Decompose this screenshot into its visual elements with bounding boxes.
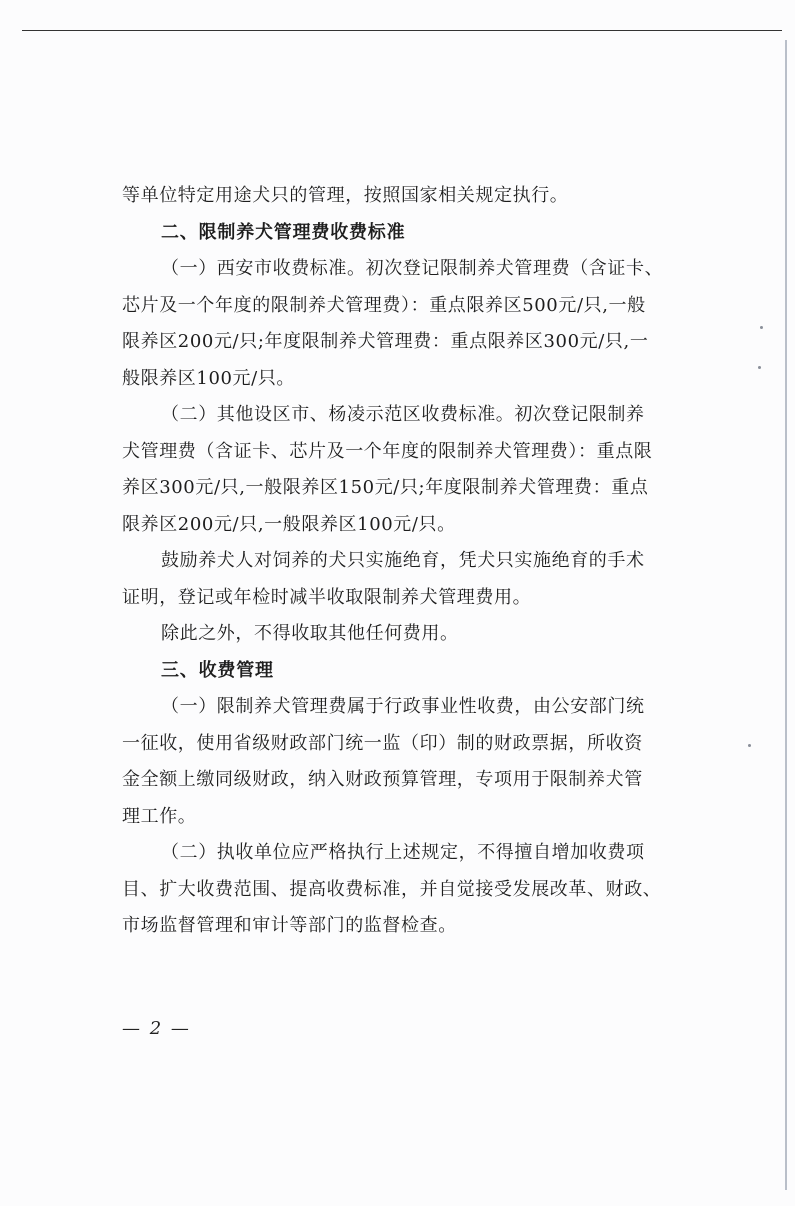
text-line: 鼓励养犬人对饲养的犬只实施绝育，凭犬只实施绝育的手术: [161, 550, 645, 571]
text-line: （一）西安市收费标准。初次登记限制养犬管理费（含证卡、: [161, 258, 664, 279]
text-line: 金全额上缴同级财政，纳入财政预算管理，专项用于限制养犬管: [122, 769, 643, 790]
text-line: 理工作。: [122, 805, 197, 827]
top-rule: [22, 30, 782, 31]
text-line: 限养区200元/只;年度限制养犬管理费：重点限养区300元/只,一: [122, 331, 649, 352]
paragraph: [122, 178, 687, 215]
page-number: — 2 —: [122, 1018, 191, 1039]
text-line: 等单位特定用途犬只的管理，按照国家相关规定执行。: [122, 185, 569, 206]
scan-speck: [758, 366, 761, 369]
text-line: （一）限制养犬管理费属于行政事业性收费，由公安部门统: [161, 696, 645, 717]
text-line: 芯片及一个年度的限制养犬管理费）：重点限养区500元/只,一般: [122, 294, 646, 316]
text-line: 市场监督管理和审计等部门的监督检查。: [122, 915, 457, 936]
text-line: 证明，登记或年检时减半收取限制养犬管理费用。: [122, 586, 532, 608]
text-line: 犬管理费（含证卡、芯片及一个年度的限制养犬管理费）：重点限: [122, 440, 653, 462]
paragraph: [122, 835, 687, 945]
text-line: 限养区200元/只,一般限养区100元/只。: [122, 513, 456, 535]
text-line: 目、扩大收费范围、提高收费标准，并自觉接受发展改革、财政、: [122, 878, 662, 900]
text-line: 一征收，使用省级财政部门统一监（印）制的财政票据，所收资: [122, 732, 643, 754]
text-line: 般限养区100元/只。: [122, 367, 296, 389]
paragraph: [122, 543, 687, 616]
text-line: 三、收费管理: [161, 659, 274, 681]
text-line: 养区300元/只,一般限养区150元/只;年度限制养犬管理费：重点: [122, 477, 649, 498]
scan-speck: [748, 744, 751, 747]
page-edge-shadow: [785, 40, 787, 1190]
paragraph: [122, 616, 687, 653]
text-line: 除此之外，不得收取其他任何费用。: [161, 623, 459, 644]
scan-speck: [760, 326, 763, 329]
text-line: （二）执收单位应严格执行上述规定，不得擅自增加收费项: [161, 842, 645, 863]
text-line: （二）其他设区市、杨凌示范区收费标准。初次登记限制养: [161, 404, 645, 425]
document-body: [122, 178, 687, 945]
paragraph: [122, 689, 687, 835]
section-heading: [122, 215, 687, 252]
paragraph: [122, 397, 687, 543]
paragraph: [122, 251, 687, 397]
section-heading: [122, 653, 687, 690]
text-line: 二、限制养犬管理费收费标准: [161, 221, 406, 243]
